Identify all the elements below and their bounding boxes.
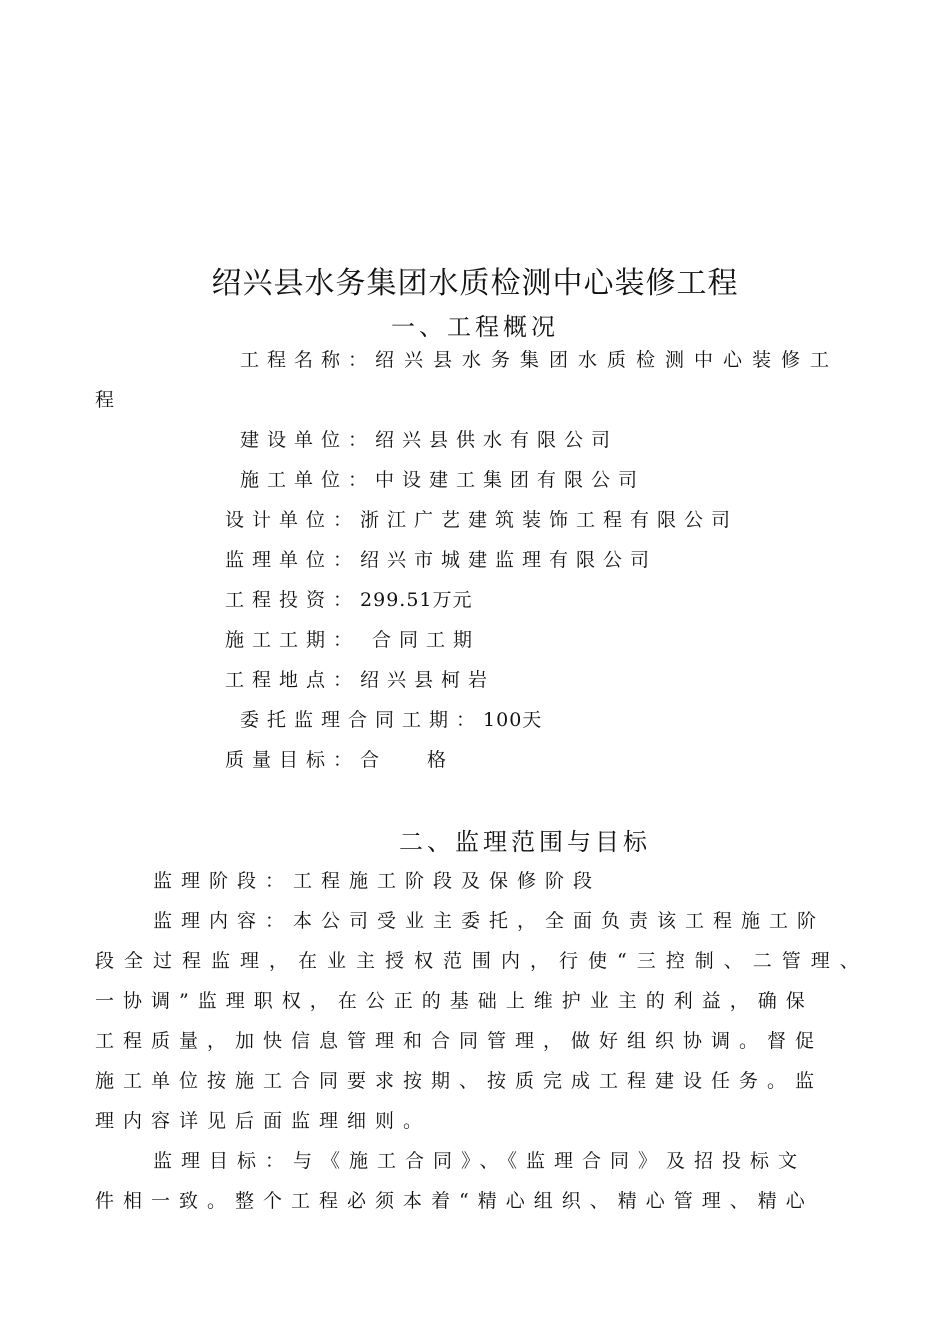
location-value: 绍兴县柯岩 (360, 669, 496, 691)
project-name-value: 绍兴县水务集团水质检测中心装修工 (375, 349, 840, 371)
supervisor-label: 监理单位： (225, 549, 361, 571)
project-name-row (240, 346, 839, 374)
duration-label: 施工工期： (225, 629, 361, 651)
investment-row (225, 586, 473, 614)
content-line: 理内容详见后面监理细则。 (95, 1110, 432, 1132)
contract-period-row (240, 706, 542, 734)
location-label: 工程地点： (225, 669, 361, 691)
project-name-label: 工程名称： (240, 349, 376, 371)
contractor-row (240, 466, 645, 494)
goal-line: 件相一致。整个工程必须本着“精心组织、精心管理、精心 (95, 1190, 814, 1212)
contract-period-value: 100天 (483, 709, 543, 731)
content-line: 监理内容：本公司受业主委托，全面负责该工程施工阶 (153, 910, 826, 932)
content-line: 施工单位按施工合同要求按期、按质完成工程建设任务。监 (95, 1070, 824, 1092)
designer-value: 浙江广艺建筑装饰工程有限公司 (360, 509, 739, 531)
content-line: 一协调”监理职权，在公正的基础上维护业主的利益，确保 (95, 990, 814, 1012)
document-title: 绍兴县水务集团水质检测中心装修工程 (211, 266, 739, 301)
quality-value-a: 合 (360, 749, 388, 771)
designer-label: 设计单位： (225, 509, 361, 531)
quality-row (225, 746, 454, 774)
contract-period-label: 委托监理合同工期： (240, 709, 484, 731)
investment-value: 299.51万元 (360, 589, 473, 611)
duration-value: 合同工期 (372, 629, 481, 651)
owner-label: 建设单位： (240, 429, 376, 451)
location-row (225, 666, 495, 694)
content-line: 段全过程监理，在业主授权范围内，行使“三控制、二管理、 (95, 950, 869, 972)
contractor-value: 中设建工集团有限公司 (375, 469, 646, 491)
duration-row (225, 626, 480, 654)
content-line: 工程质量，加快信息管理和合同管理，做好组织协调。督促 (95, 1030, 824, 1052)
contractor-label: 施工单位： (240, 469, 376, 491)
investment-label: 工程投资： (225, 589, 361, 611)
project-name-continuation: 程 (95, 389, 123, 411)
section-heading-scope: 二、监理范围与目标 (399, 828, 651, 856)
supervisor-value: 绍兴市城建监理有限公司 (360, 549, 658, 571)
quality-label: 质量目标： (225, 749, 361, 771)
quality-value-b: 格 (427, 749, 455, 771)
supervisor-row (225, 546, 657, 574)
designer-row (225, 506, 738, 534)
owner-row (240, 426, 618, 454)
owner-value: 绍兴县供水有限公司 (375, 429, 619, 451)
stage-line: 监理阶段：工程施工阶段及保修阶段 (153, 870, 602, 892)
goal-line: 监理目标：与《施工合同》、《监理合同》及招投标文 (153, 1150, 807, 1172)
section-heading-overview: 一、工程概况 (391, 313, 559, 341)
